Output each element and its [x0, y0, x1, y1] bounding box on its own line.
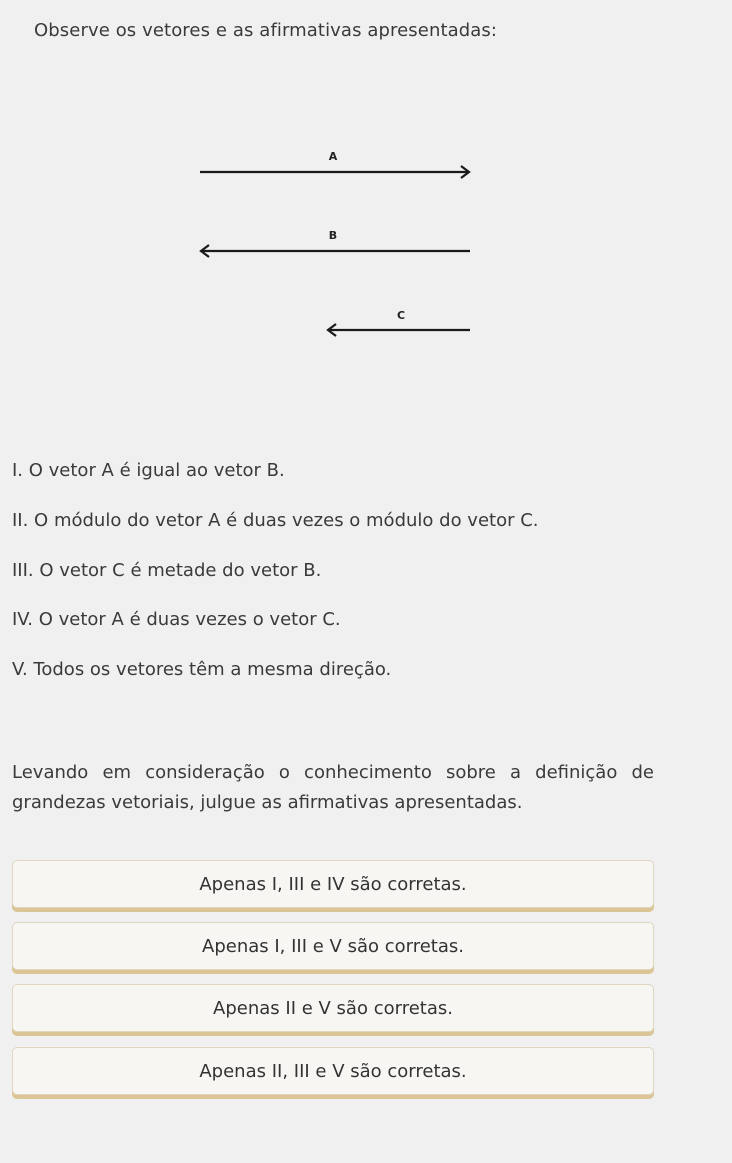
answer-option-label: Apenas I, III e V são corretas.: [202, 935, 464, 957]
vector-b-label: B: [328, 229, 338, 242]
vector-a: [200, 150, 469, 178]
vector-a-label: A: [328, 150, 338, 163]
vector-b: [201, 229, 470, 257]
statement-iii: III. O vetor C é metade do vetor B.: [12, 560, 322, 581]
statement-iv: IV. O vetor A é duas vezes o vetor C.: [12, 609, 341, 630]
answer-option-b[interactable]: [12, 922, 654, 970]
answer-option-label: Apenas II e V são corretas.: [213, 997, 453, 1019]
statement-i: I. O vetor A é igual ao vetor B.: [12, 460, 285, 481]
answer-option-d[interactable]: [12, 1047, 654, 1095]
answer-option-label: Apenas II, III e V são corretas.: [199, 1060, 467, 1082]
answer-option-label: Apenas I, III e IV são corretas.: [199, 873, 467, 895]
answer-option-a[interactable]: [12, 860, 654, 908]
question-instruction: Levando em consideração o conhecimento sobre a definição de grandezas vetoriais, julgue as afirmativas apresentadas.: [12, 762, 654, 813]
vector-c: [328, 309, 470, 336]
statement-v: V. Todos os vetores têm a mesma direção.: [12, 659, 392, 680]
vector-figure: [0, 130, 732, 360]
vector-c-label: C: [396, 309, 406, 322]
statement-ii: II. O módulo do vetor A é duas vezes o módulo do vetor C.: [12, 510, 539, 531]
question-intro: Observe os vetores e as afirmativas apresentadas:: [34, 20, 498, 41]
answer-option-c[interactable]: [12, 984, 654, 1032]
